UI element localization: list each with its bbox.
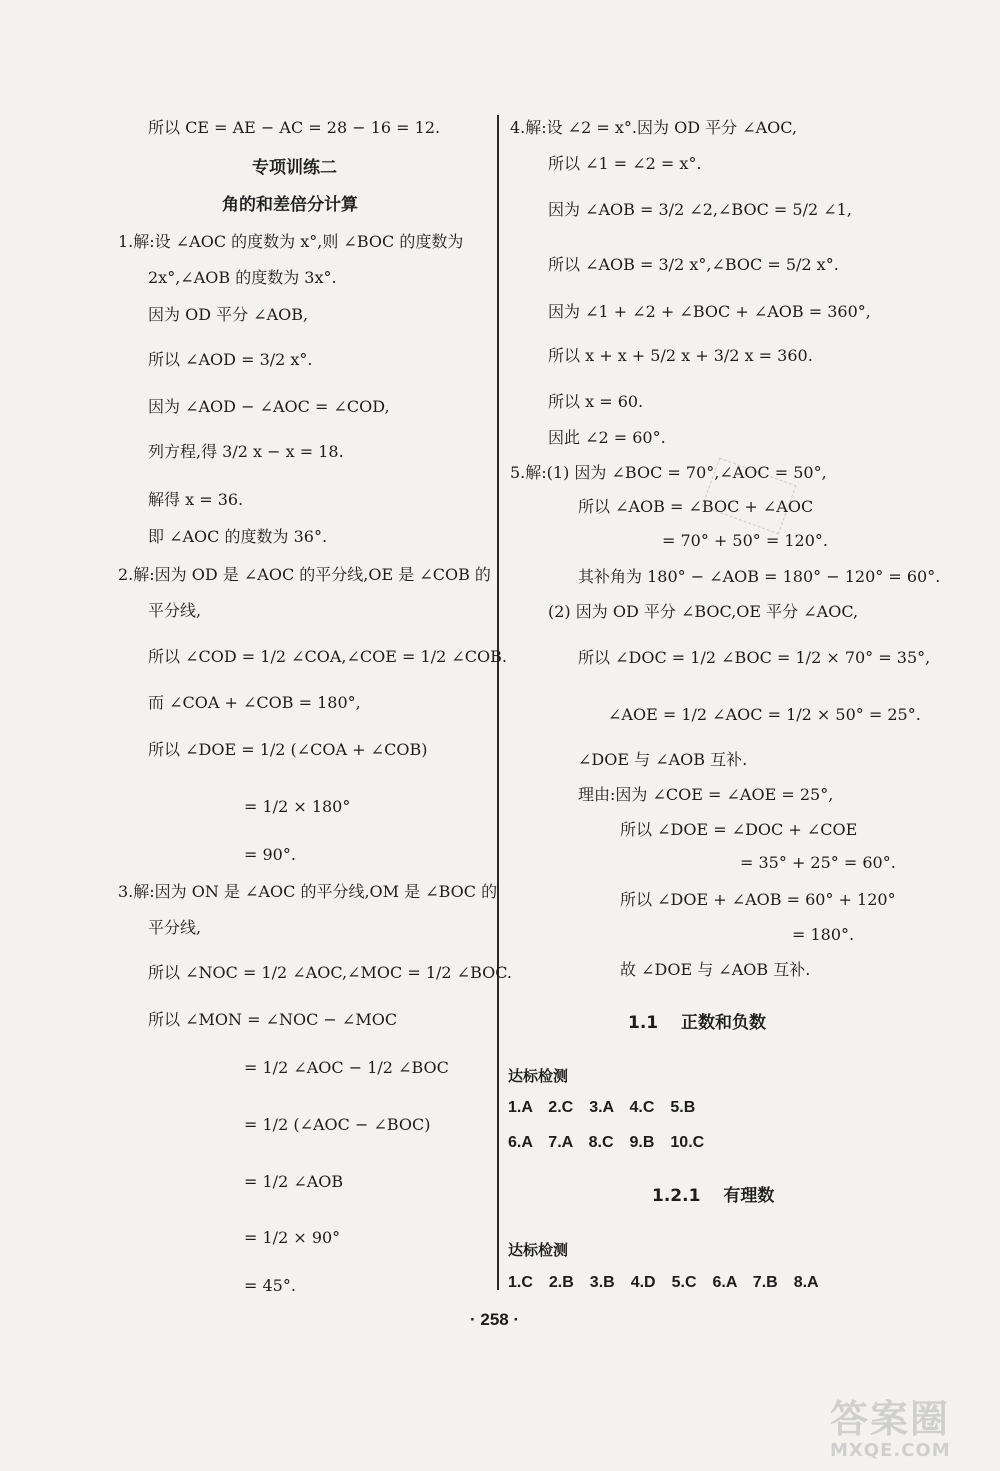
section-title: 1.1 正数和负数 bbox=[628, 1013, 767, 1033]
answer-row: 1.A 2.C 3.A 4.C 5.B bbox=[508, 1099, 696, 1116]
problem-1-line: 即 ∠AOC 的度数为 36°. bbox=[148, 527, 328, 546]
problem-5-line: ∠DOE 与 ∠AOB 互补. bbox=[578, 750, 748, 769]
problem-1-line: 解得 x = 36. bbox=[148, 490, 244, 509]
text-line: 所以 CE = AE − AC = 28 − 16 = 12. bbox=[148, 118, 441, 137]
watermark-logo bbox=[830, 1398, 995, 1468]
section-title: 专项训练二 bbox=[252, 158, 337, 178]
problem-1-line: 1.解:设 ∠AOC 的度数为 x°,则 ∠BOC 的度数为 bbox=[118, 232, 464, 251]
problem-5-line: 理由:因为 ∠COE = ∠AOE = 25°, bbox=[578, 785, 834, 804]
problem-4-line: 所以 ∠AOB = 3/2 x°,∠BOC = 5/2 x°. bbox=[548, 255, 839, 274]
problem-3-line: 3.解:因为 ON 是 ∠AOC 的平分线,OM 是 ∠BOC 的 bbox=[118, 882, 498, 901]
problem-2-line: = 1/2 × 180° bbox=[244, 797, 351, 816]
problem-5-line: 所以 ∠AOB = ∠BOC + ∠AOC bbox=[578, 497, 814, 516]
problem-2-line: 所以 ∠DOE = 1/2 (∠COA + ∠COB) bbox=[148, 740, 428, 759]
problem-4-line: 因此 ∠2 = 60°. bbox=[548, 428, 666, 447]
problem-2-line: 2.解:因为 OD 是 ∠AOC 的平分线,OE 是 ∠COB 的 bbox=[118, 565, 491, 584]
problem-2-line: 平分线, bbox=[148, 601, 202, 620]
problem-4-line: 4.解:设 ∠2 = x°.因为 OD 平分 ∠AOC, bbox=[510, 118, 798, 137]
problem-5-line: ∠AOE = 1/2 ∠AOC = 1/2 × 50° = 25°. bbox=[608, 705, 921, 724]
problem-3-line: = 1/2 (∠AOC − ∠BOC) bbox=[244, 1115, 431, 1134]
problem-5-line: 故 ∠DOE 与 ∠AOB 互补. bbox=[620, 960, 811, 979]
problem-5-line: 5.解:(1) 因为 ∠BOC = 70°,∠AOC = 50°, bbox=[510, 463, 827, 482]
problem-3-line: = 1/2 ∠AOC − 1/2 ∠BOC bbox=[244, 1058, 449, 1077]
problem-3-line: 所以 ∠MON = ∠NOC − ∠MOC bbox=[148, 1010, 398, 1029]
problem-1-line: 列方程,得 3/2 x − x = 18. bbox=[148, 442, 344, 461]
section-title: 1.2.1 有理数 bbox=[652, 1186, 775, 1206]
section-label: 达标检测 bbox=[508, 1241, 569, 1259]
problem-5-line: 其补角为 180° − ∠AOB = 180° − 120° = 60°. bbox=[578, 567, 941, 586]
answer-row: 1.C 2.B 3.B 4.D 5.C 6.A 7.B 8.A bbox=[508, 1274, 819, 1291]
section-label: 达标检测 bbox=[508, 1067, 569, 1085]
problem-2-line: = 90°. bbox=[244, 845, 296, 864]
problem-5-line: 所以 ∠DOC = 1/2 ∠BOC = 1/2 × 70° = 35°, bbox=[578, 648, 931, 667]
problem-4-line: 所以 x = 60. bbox=[548, 392, 644, 411]
problem-5-line: = 180°. bbox=[792, 925, 855, 944]
problem-4-line: 所以 x + x + 5/2 x + 3/2 x = 360. bbox=[548, 346, 813, 365]
column-divider bbox=[497, 115, 499, 1290]
problem-1-line: 因为 OD 平分 ∠AOB, bbox=[148, 305, 309, 324]
problem-5-line: 所以 ∠DOE + ∠AOB = 60° + 120° bbox=[620, 890, 896, 909]
problem-3-line: = 45°. bbox=[244, 1276, 296, 1295]
section-subtitle: 角的和差倍分计算 bbox=[222, 195, 358, 215]
problem-3-line: 所以 ∠NOC = 1/2 ∠AOC,∠MOC = 1/2 ∠BOC. bbox=[148, 963, 513, 982]
watermark-text: 答案圈 bbox=[830, 1397, 951, 1441]
page-number: · 258 · bbox=[470, 1310, 520, 1329]
problem-3-line: = 1/2 × 90° bbox=[244, 1228, 341, 1247]
problem-4-line: 因为 ∠1 + ∠2 + ∠BOC + ∠AOB = 360°, bbox=[548, 302, 871, 321]
problem-1-line: 2x°,∠AOB 的度数为 3x°. bbox=[148, 268, 337, 287]
problem-1-line: 所以 ∠AOD = 3/2 x°. bbox=[148, 350, 313, 369]
problem-2-line: 而 ∠COA + ∠COB = 180°, bbox=[148, 693, 361, 712]
problem-4-line: 因为 ∠AOB = 3/2 ∠2,∠BOC = 5/2 ∠1, bbox=[548, 200, 852, 219]
problem-5-line: 所以 ∠DOE = ∠DOC + ∠COE bbox=[620, 820, 858, 839]
problem-5-line: = 35° + 25° = 60°. bbox=[740, 853, 896, 872]
problem-5-line: = 70° + 50° = 120°. bbox=[662, 531, 828, 550]
problem-3-line: 平分线, bbox=[148, 918, 202, 937]
problem-1-line: 因为 ∠AOD − ∠AOC = ∠COD, bbox=[148, 397, 390, 416]
problem-2-line: 所以 ∠COD = 1/2 ∠COA,∠COE = 1/2 ∠COB. bbox=[148, 647, 507, 666]
watermark-url: MXQE.COM bbox=[830, 1440, 951, 1461]
problem-5-line: (2) 因为 OD 平分 ∠BOC,OE 平分 ∠AOC, bbox=[548, 602, 859, 621]
answer-row: 6.A 7.A 8.C 9.B 10.C bbox=[508, 1134, 705, 1151]
problem-4-line: 所以 ∠1 = ∠2 = x°. bbox=[548, 154, 702, 173]
problem-3-line: = 1/2 ∠AOB bbox=[244, 1172, 344, 1191]
